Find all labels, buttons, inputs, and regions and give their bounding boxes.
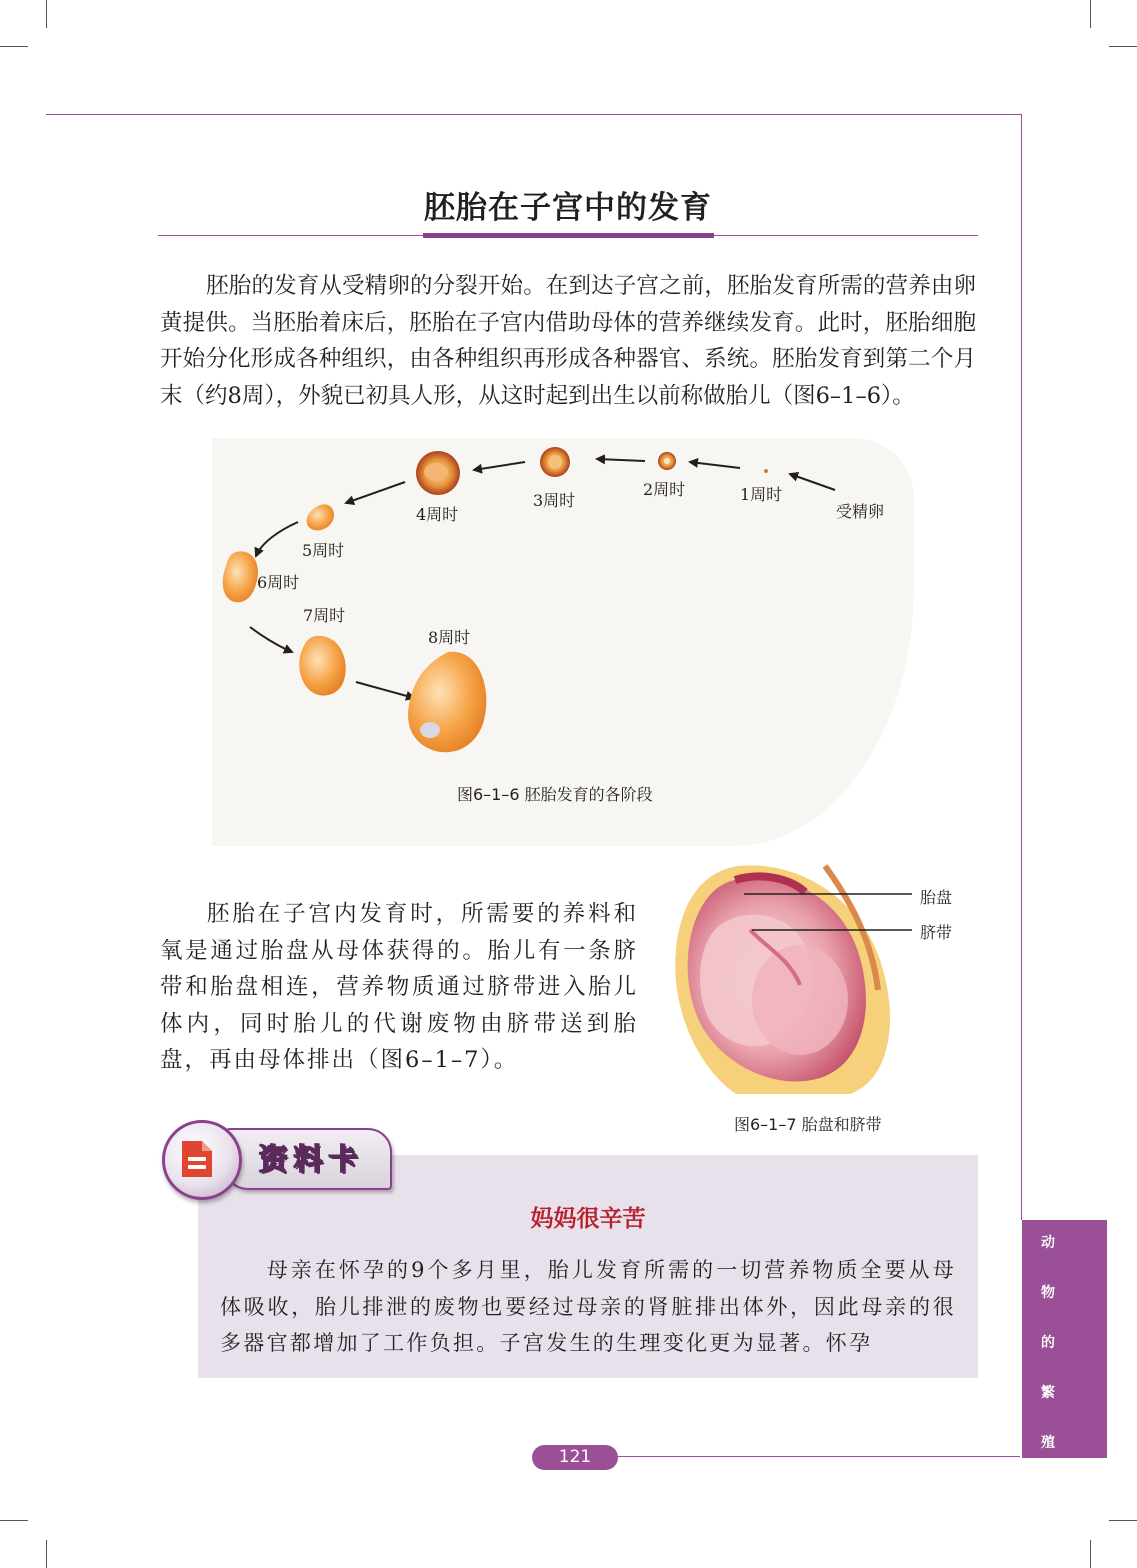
chapter-side-tab — [1022, 1220, 1107, 1458]
info-card-body-text: 母亲在怀孕的9个多月里，胎儿发育所需的一切营养物质全要从母体吸收，胎儿排泄的废物也要经过母亲的肾脏排出体外，因此母亲的很多器官都增加了工作负担。子宫发生的生理变化更为显著。怀孕 — [220, 1258, 956, 1355]
section-title: 胚胎在子宫中的发育 — [424, 190, 712, 226]
label-week1: 1周时 — [740, 485, 783, 504]
label-umbilical-cord: 脐带 — [920, 923, 953, 942]
page-number: 121 — [558, 1447, 592, 1467]
side-tab-char: 繁 — [1041, 1385, 1055, 1401]
label-week7: 7周时 — [303, 606, 346, 625]
label-week5: 5周时 — [302, 541, 345, 560]
figure-2-caption: 图6–1–7 胎盘和脐带 — [734, 1115, 882, 1134]
body-paragraph-2-text: 胚胎在子宫内发育时，所需要的养料和氧是通过胎盘从母体获得的。胎儿有一条脐带和胎盘相连，营养物质通过脐带进入胎儿体内，同时胎儿的代谢废物由脐带送到胎盘，再由母体排出（图6–1–7）。 — [160, 901, 638, 1073]
info-card-body — [220, 1252, 956, 1362]
side-tab-char: 的 — [1041, 1335, 1055, 1351]
label-week4: 4周时 — [416, 505, 459, 524]
side-tab-char: 物 — [1041, 1285, 1055, 1301]
info-card-badge-label: 资料卡 — [258, 1142, 364, 1176]
label-zygote: 受精卵 — [836, 502, 885, 521]
label-week2: 2周时 — [643, 480, 686, 499]
info-card-heading: 妈妈很辛苦 — [530, 1206, 646, 1232]
label-placenta: 胎盘 — [920, 888, 953, 907]
document-icon — [180, 1137, 220, 1181]
body-paragraph-1-text: 胚胎的发育从受精卵的分裂开始。在到达子宫之前，胚胎发育所需的营养由卵黄提供。当胚胎着床后，胚胎在子宫内借助母体的营养继续发育。此时，胚胎细胞开始分化形成各种组织，由各种组织再形成各种器官、系统。胚胎发育到第二个月末（约8周），外貌已初具人形，从这时起到出生以前称做胎儿（图6–1–6）。 — [160, 273, 976, 409]
side-tab-char: 动 — [1041, 1235, 1055, 1251]
side-tab-char: 殖 — [1041, 1435, 1055, 1451]
label-week6: 6周时 — [257, 573, 300, 592]
label-week8: 8周时 — [428, 628, 471, 647]
figure-1-caption: 图6–1–6 胚胎发育的各阶段 — [457, 785, 653, 804]
label-week3: 3周时 — [533, 491, 576, 510]
